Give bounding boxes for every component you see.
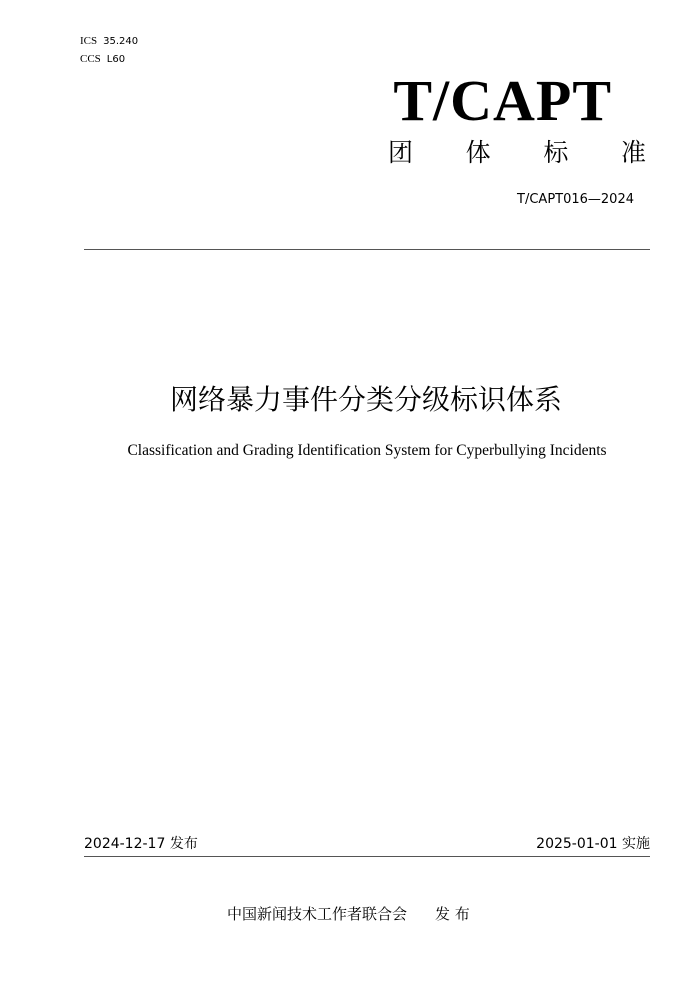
ics-code	[80, 34, 138, 49]
implement-date-value: 2025-01-01	[536, 836, 618, 852]
header-divider	[84, 249, 650, 250]
ccs-code	[80, 52, 125, 67]
publisher-action: 发 布	[435, 905, 470, 923]
ics-value: 35.240	[103, 36, 139, 47]
document-title-chinese: 网络暴力事件分类分级标识体系	[169, 383, 562, 416]
ccs-value: L60	[106, 54, 126, 65]
publisher-name: 中国新闻技术工作者联合会	[227, 905, 408, 923]
organization-code: T/CAPT	[393, 68, 612, 133]
document-title-english: Classification and Grading Identification System for Cyperbullying Incidents	[127, 442, 607, 459]
ics-label: ICS	[80, 35, 98, 47]
standard-number: T/CAPT016—2024	[517, 192, 634, 207]
issue-date	[84, 834, 198, 854]
issue-date-value: 2024-12-17	[84, 836, 166, 852]
implement-date	[536, 834, 650, 854]
publisher	[227, 903, 470, 925]
implement-date-suffix: 实施	[622, 836, 650, 852]
standard-type	[388, 136, 646, 170]
footer-divider	[84, 856, 650, 857]
ccs-label: CCS	[80, 53, 101, 65]
standard-type-char: 团	[388, 138, 414, 167]
issue-date-suffix: 发布	[169, 836, 198, 852]
standard-type-char: 体	[465, 138, 491, 167]
standard-type-char: 标	[543, 138, 569, 167]
standard-type-char: 准	[620, 138, 646, 167]
